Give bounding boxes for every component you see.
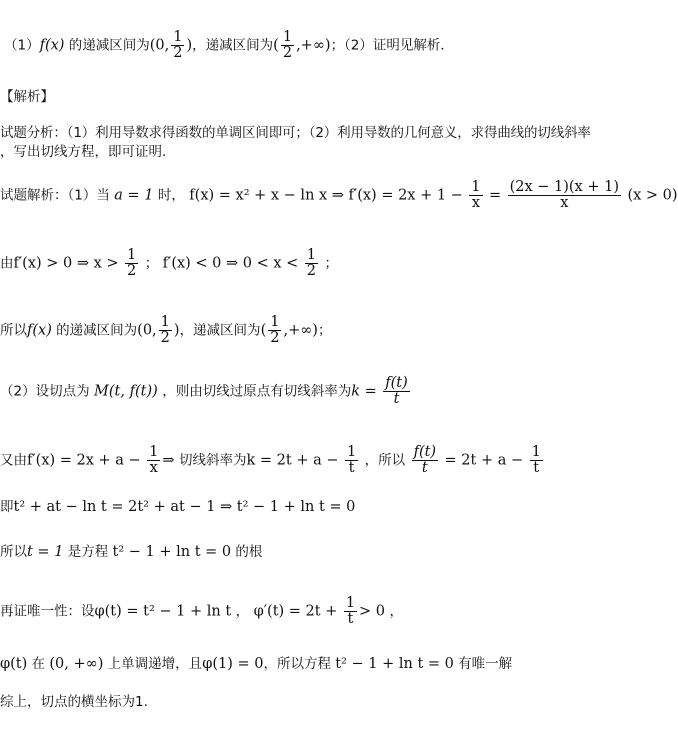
again-frac-3: $\frac{f(t)}{t}$	[413, 444, 437, 477]
uniq-end: ，	[389, 603, 403, 620]
so-int2-open: (	[260, 322, 267, 339]
uniq-frac: $\frac{1}{t}$	[345, 595, 356, 628]
root-so: 所以	[0, 544, 27, 560]
uniq-phi: φ(t) = t² − 1 + ln t	[94, 603, 232, 620]
again-deriv: f′(x) = 2x + a −	[27, 452, 141, 469]
again-slope-text: 切线斜率为	[179, 452, 247, 469]
solution-a1: a = 1	[114, 187, 154, 204]
root-equation: t² − 1 + ln t = 0	[112, 544, 232, 560]
solution-frac-2: $\frac{(2x - 1)(x + 1)}{x}$	[509, 179, 619, 212]
answer-dec-text: ，递减区间为	[192, 37, 274, 54]
p2-text: ，则由切线过原点有切线斜率为	[162, 383, 352, 400]
so-end: ；	[317, 322, 332, 339]
so-interval-line	[0, 315, 331, 346]
mono-phi: φ(t)	[0, 656, 28, 672]
answer-interval1-open: (0,	[149, 37, 170, 54]
mono-phi1: φ(1) = 0	[202, 656, 264, 672]
uniq-dphi: φ′(t) = 2t +	[253, 603, 338, 620]
answer-inc-text: 的递减区间为	[64, 37, 150, 54]
ji-text: 即	[0, 499, 14, 515]
mono-text3: ，所以方程	[263, 656, 336, 672]
again-arrow: ⇒	[162, 452, 175, 469]
root-text1: 是方程	[63, 544, 113, 560]
again-frac-4: $\frac{1}{t}$	[531, 444, 541, 477]
uniq-text: 再证唯一性：设	[0, 603, 95, 620]
again-k: k = 2t + a −	[246, 452, 339, 469]
so-inc: 的递减区间为	[51, 322, 138, 339]
solution-line	[0, 180, 678, 211]
deriv-negative: f′(x) < 0 ⇒ 0 < x <	[162, 255, 299, 272]
analysis-heading: 【解析】	[0, 89, 54, 105]
answer-part1-label: （1）	[4, 37, 40, 54]
monotonic-line	[0, 655, 512, 673]
analysis-paragraph-line1: 试题分析：（1）利用导数求得函数的单调区间即可；（2）利用导数的几何意义，求得曲线的切线斜率	[0, 125, 591, 141]
ji-equation: t² + at − ln t = 2t² + at − 1 ⇒ t² − 1 + ln t = 0	[13, 499, 356, 515]
ji-line	[0, 498, 355, 516]
deriv-end: ；	[324, 255, 338, 272]
analysis-paragraph-line2: ，写出切线方程，即可证明.	[0, 144, 167, 160]
solution-domain: (x > 0)	[627, 187, 678, 204]
solution-intro: 试题解析：（1）当	[0, 187, 110, 204]
root-line	[0, 543, 262, 561]
uniq-sep: ，	[235, 603, 250, 620]
so-half-1: $\frac{1}{2}$	[160, 314, 170, 347]
so-text: 所以	[0, 322, 27, 339]
answer-interval2-open: (	[273, 37, 279, 54]
p2-label: （2）设切点为	[0, 383, 90, 400]
mono-equation: t² − 1 + ln t = 0	[335, 656, 454, 672]
p2-fraction: $\frac{f(t)}{t}$	[385, 375, 408, 408]
part2-line	[0, 376, 412, 407]
root-t: t = 1	[27, 544, 64, 560]
solution-frac-1: $\frac{1}{x}$	[471, 179, 481, 212]
p2-k: k =	[351, 383, 377, 400]
answer-interval2-tail: ,+∞)	[296, 37, 331, 54]
again-line	[0, 445, 545, 476]
so-close: )	[173, 322, 180, 339]
mono-text1: 在	[27, 656, 50, 672]
p2-point: M(t, f(t))	[94, 383, 158, 400]
uniqueness-line	[0, 596, 403, 627]
so-int2-tail: ,+∞)	[283, 322, 318, 339]
again-eq: = 2t + a −	[444, 452, 524, 469]
mono-interval: (0, +∞)	[49, 656, 104, 672]
deriv-half-2: $\frac{1}{2}$	[306, 247, 316, 280]
deriv-sep: ；	[144, 255, 159, 272]
solution-eq: =	[488, 187, 502, 204]
so-int1-open: (0,	[137, 322, 157, 339]
answer-interval1-close: )	[186, 37, 193, 54]
deriv-positive: f′(x) > 0 ⇒ x >	[13, 255, 119, 272]
solution-f-def: f(x) = x² + x − ln x ⇒ f′(x) = 2x + 1 −	[189, 187, 463, 204]
again-frac-2: $\frac{1}{t}$	[346, 444, 357, 477]
answer-half-fraction-2: $\frac{1}{2}$	[282, 29, 293, 62]
mono-text4: 有唯一解	[453, 656, 513, 672]
mono-text2: 上单调递增，且	[103, 656, 203, 672]
conclusion-text: 综上，切点的横坐标为1.	[0, 694, 148, 710]
from-text: 由	[0, 255, 14, 272]
again-text: 又由	[0, 452, 27, 469]
answer-part2-text: ；（2）证明见解析．	[330, 37, 454, 54]
so-fx: f(x)	[27, 322, 52, 339]
so-dec: ，递减区间为	[179, 322, 261, 339]
answer-half-fraction: $\frac{1}{2}$	[173, 29, 183, 62]
deriv-half-1: $\frac{1}{2}$	[127, 247, 137, 280]
root-text2: 的根	[231, 544, 263, 560]
derivative-sign-line	[0, 248, 338, 279]
so-half-2: $\frac{1}{2}$	[270, 314, 280, 347]
again-frac-1: $\frac{1}{x}$	[149, 444, 159, 477]
answer-line	[4, 30, 454, 61]
solution-when: 时，	[153, 187, 185, 204]
uniq-gt: > 0	[359, 603, 386, 620]
again-so: ，所以	[364, 452, 406, 469]
answer-fx: f(x)	[39, 37, 65, 54]
